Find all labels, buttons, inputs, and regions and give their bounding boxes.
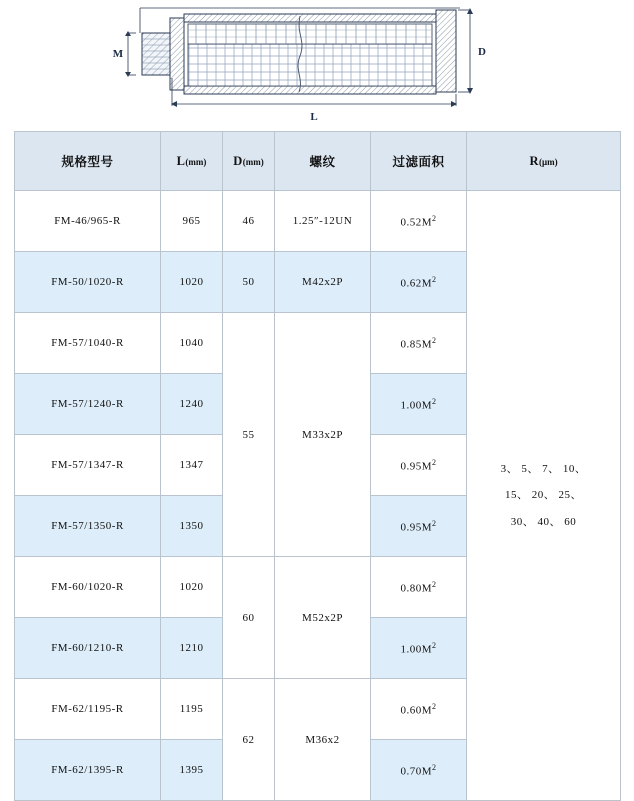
table-body bbox=[15, 191, 621, 801]
cell-filter-area: $0.60M^2$ bbox=[371, 679, 467, 740]
table-header-row bbox=[15, 132, 621, 191]
spec-table-container bbox=[14, 131, 620, 801]
cell-diameter: 46 bbox=[223, 191, 275, 252]
cell-length: 1240 bbox=[161, 374, 223, 435]
cell-model: FM-57/1240-R bbox=[15, 374, 161, 435]
cell-filter-area: $0.70M^2$ bbox=[371, 740, 467, 801]
dimension-label-d: D bbox=[478, 46, 486, 58]
cell-model: FM-50/1020-R bbox=[15, 252, 161, 313]
specification-table bbox=[14, 131, 621, 801]
rating-line-1: 3、 5、 7、 10、 bbox=[500, 462, 587, 475]
cell-filter-area: $0.80M^2$ bbox=[371, 557, 467, 618]
cell-thread: M52x2P bbox=[275, 557, 371, 679]
cell-thread: M42x2P bbox=[275, 252, 371, 313]
cell-model: FM-57/1347-R bbox=[15, 435, 161, 496]
cell-length: 1210 bbox=[161, 618, 223, 679]
filter-element-diagram bbox=[0, 0, 634, 125]
table-row[interactable] bbox=[15, 191, 621, 252]
col-header-thread: 螺纹 bbox=[275, 132, 371, 191]
col-header-filter-area: 过滤面积 bbox=[371, 132, 467, 191]
cell-filter-area: $1.00M^2$ bbox=[371, 374, 467, 435]
cell-length: 965 bbox=[161, 191, 223, 252]
cell-thread: M36x2 bbox=[275, 679, 371, 801]
cell-length: 1040 bbox=[161, 313, 223, 374]
rating-line-2: 15、 20、 25、 bbox=[505, 489, 582, 502]
cell-model: FM-57/1350-R bbox=[15, 496, 161, 557]
cell-filter-area: $0.95M^2$ bbox=[371, 435, 467, 496]
cell-model: FM-62/1395-R bbox=[15, 740, 161, 801]
dimension-label-l: L bbox=[310, 111, 318, 123]
cell-thread: M33x2P bbox=[275, 313, 371, 557]
cell-model: FM-62/1195-R bbox=[15, 679, 161, 740]
cell-length: 1350 bbox=[161, 496, 223, 557]
cell-rating bbox=[467, 191, 621, 801]
cell-thread: 1.25″-12UN bbox=[275, 191, 371, 252]
cell-model: FM-46/965-R bbox=[15, 191, 161, 252]
cell-diameter: 50 bbox=[223, 252, 275, 313]
cell-model: FM-60/1020-R bbox=[15, 557, 161, 618]
cell-length: 1395 bbox=[161, 740, 223, 801]
cell-filter-area: $0.52M^2$ bbox=[371, 191, 467, 252]
cell-filter-area: $0.95M^2$ bbox=[371, 496, 467, 557]
cell-length: 1195 bbox=[161, 679, 223, 740]
cell-filter-area: $1.00M^2$ bbox=[371, 618, 467, 679]
cell-length: 1020 bbox=[161, 557, 223, 618]
table-header bbox=[15, 132, 621, 191]
cell-diameter: 62 bbox=[223, 679, 275, 801]
col-header-model: 规格型号 bbox=[15, 132, 161, 191]
cell-model: FM-57/1040-R bbox=[15, 313, 161, 374]
cell-length: 1347 bbox=[161, 435, 223, 496]
cell-model: FM-60/1210-R bbox=[15, 618, 161, 679]
col-header-length: L(mm) bbox=[161, 132, 223, 191]
dimension-label-m: M bbox=[112, 48, 124, 60]
product-drawing bbox=[0, 0, 634, 125]
col-header-diameter: D(mm) bbox=[223, 132, 275, 191]
cell-filter-area: $0.85M^2$ bbox=[371, 313, 467, 374]
cell-diameter: 60 bbox=[223, 557, 275, 679]
cell-filter-area: $0.62M^2$ bbox=[371, 252, 467, 313]
col-header-rating: R(μm) bbox=[467, 132, 621, 191]
cell-length: 1020 bbox=[161, 252, 223, 313]
cell-diameter: 55 bbox=[223, 313, 275, 557]
rating-line-3: 30、 40、 60 bbox=[510, 515, 577, 528]
